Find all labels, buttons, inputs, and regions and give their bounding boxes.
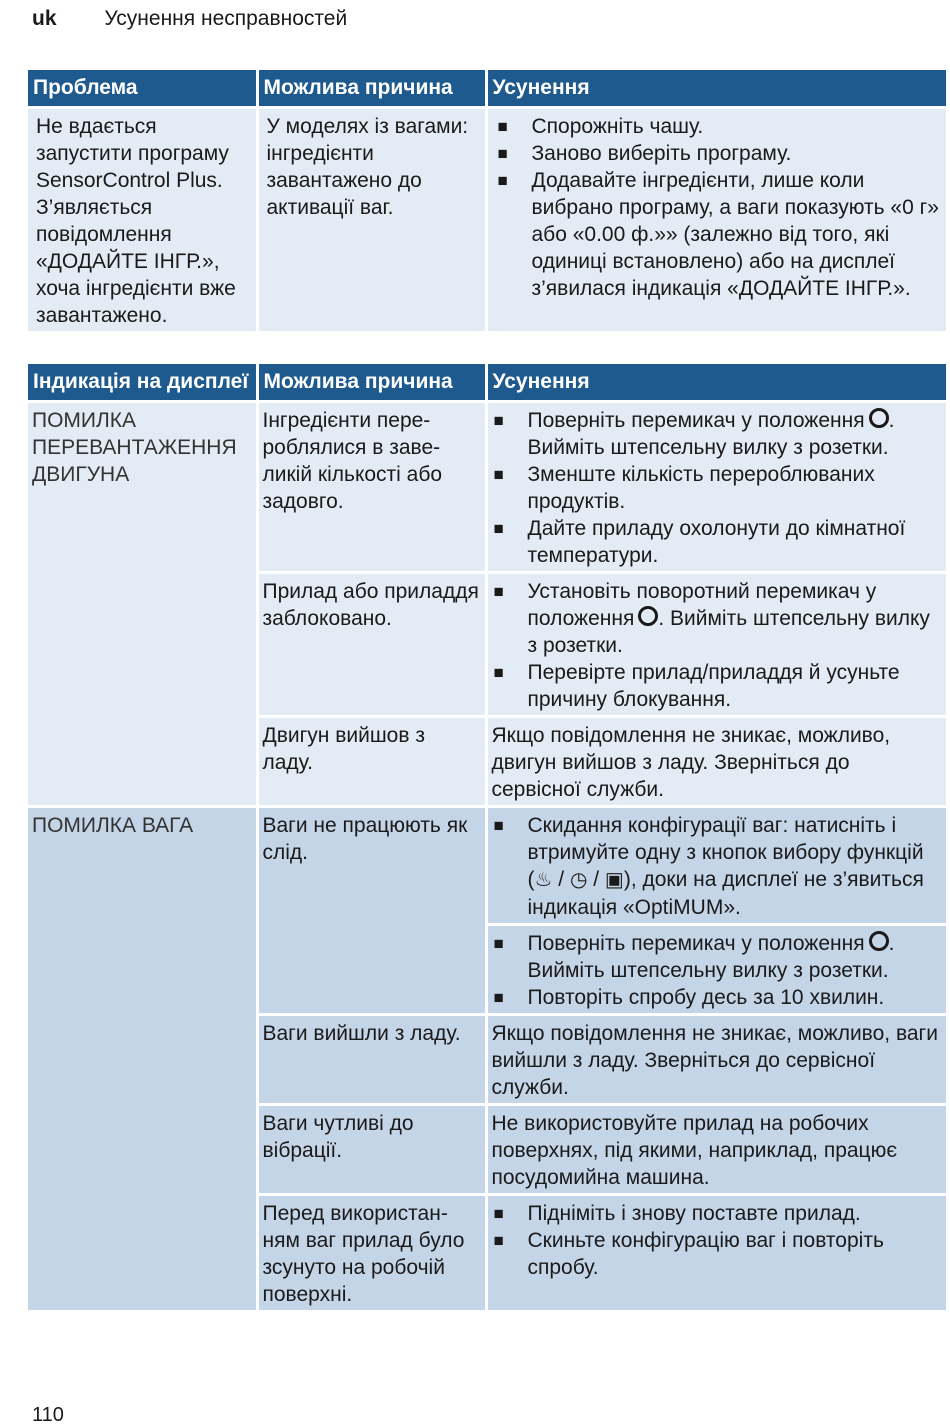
display-motor-overload: ПОМИЛКА ПЕРЕВАНТАЖЕННЯ ДВИГУНА [28,402,257,807]
language-code: uk [32,7,57,30]
problem-table [28,70,946,334]
list-item: ■ Перевірте прилад/приладдя й усуньте причину блокування. [492,659,943,713]
display-table [28,364,946,1313]
list-item: ■ Додавайте інгредієнти, лише коли вибрано програму, а ваги показують «0 г» або «0.00 ф.»» (залежно від того, які одиниці встановлено) або на дисплеї з’явилася індикація «ДОДАЙТЕ ІНГР.». [496,167,941,302]
table-row [28,108,946,333]
off-position-circle-icon [638,606,658,626]
remedy-cell [486,108,946,333]
cause-cell: Інгредієнти пере- роблялися в заве- ликій кількості або задовго. [257,402,486,573]
list-item: ■ Поверніть перемикач у положення . Вийміть штепсельну вилку з розетки. [492,407,943,461]
timer-icon: ◷ [569,869,588,891]
remedy-cell [486,402,946,573]
display-scale-error: ПОМИЛКА ВАГА [28,807,257,1312]
list-item: ■ Підніміть і знову поставте прилад. [492,1200,943,1227]
list-item: ■ Заново виберіть програму. [496,140,941,167]
cause-cell: Прилад або приладдя заблоковано. [257,573,486,717]
list-item: ■ Зменште кількість перероблюваних продуктів. [492,461,943,515]
header-remedy: Усунення [486,70,946,108]
remedy-cell [486,925,946,1015]
page-number: 110 [32,1404,64,1426]
mixer-icon: ♨ [534,869,553,891]
display-table-header [28,364,946,402]
problem-cell: Не вдається запустити програму SensorControl Plus. З’являється повідомлення «ДОДАЙТЕ ІНГР.», хоча інгредієнти вже завантажено. [28,108,257,333]
off-position-circle-icon [869,931,889,951]
header-cause: Можлива причина [257,70,486,108]
list-item: ■ Дайте приладу охолонути до кімнатної температури. [492,515,943,569]
cause-cell: У моделях із вагами: інгредієнти завантажено до активації ваг. [257,108,486,333]
scale-icon: ▣ [604,869,624,891]
list-item: ■ Скиньте конфігурацію ваг і повторіть спробу. [492,1227,943,1281]
header-problem: Проблема [28,70,257,108]
list-item: ■ Поверніть перемикач у положення . Вийміть штепсельну вилку з розетки. [492,930,943,984]
off-position-circle-icon [869,408,889,428]
cause-cell: Перед використан- ням ваг прилад було зсунуто на робочій поверхні. [257,1195,486,1312]
header-cause: Можлива причина [257,364,486,402]
table-row [28,807,946,925]
cause-cell: Двигун вийшов з ладу. [257,717,486,807]
list-item: ■ Повторіть спробу десь за 10 хвилин. [492,984,943,1011]
section-title: Усунення несправностей [104,7,348,30]
remedy-cell [486,807,946,925]
cause-cell: Ваги вийшли з ладу. [257,1015,486,1105]
header-display: Індикація на дисплеї [28,364,257,402]
page-header [32,6,347,32]
remedy-cell: Якщо повідомлення не зникає, можливо, ваги вийшли з ладу. Зверніться до сервісної служби. [486,1015,946,1105]
remedy-cell [486,573,946,717]
remedy-cell: Не використовуйте прилад на робочих поверхнях, під якими, наприклад, працює посудомийна машина. [486,1105,946,1195]
cause-cell: Ваги не працюють як слід. [257,807,486,1015]
list-item: ■ Спорожніть чашу. [496,113,941,140]
list-item: ■ Скидання конфігурації ваг: натисніть і втримуйте одну з кнопок вибору функцій (♨ / ◷ / ▣), доки на дисплеї не з’явиться індикація «OptiMUM». [492,812,943,921]
header-remedy: Усунення [486,364,946,402]
remedy-cell [486,1195,946,1312]
list-item: ■ Установіть поворотний перемикач у положення . Вийміть штепсельну вилку з розетки. [492,578,943,659]
table-row [28,402,946,573]
problem-table-header [28,70,946,108]
cause-cell: Ваги чутливі до вібрації. [257,1105,486,1195]
remedy-cell: Якщо повідомлення не зникає, можливо, двигун вийшов з ладу. Зверніться до сервісної служби. [486,717,946,807]
